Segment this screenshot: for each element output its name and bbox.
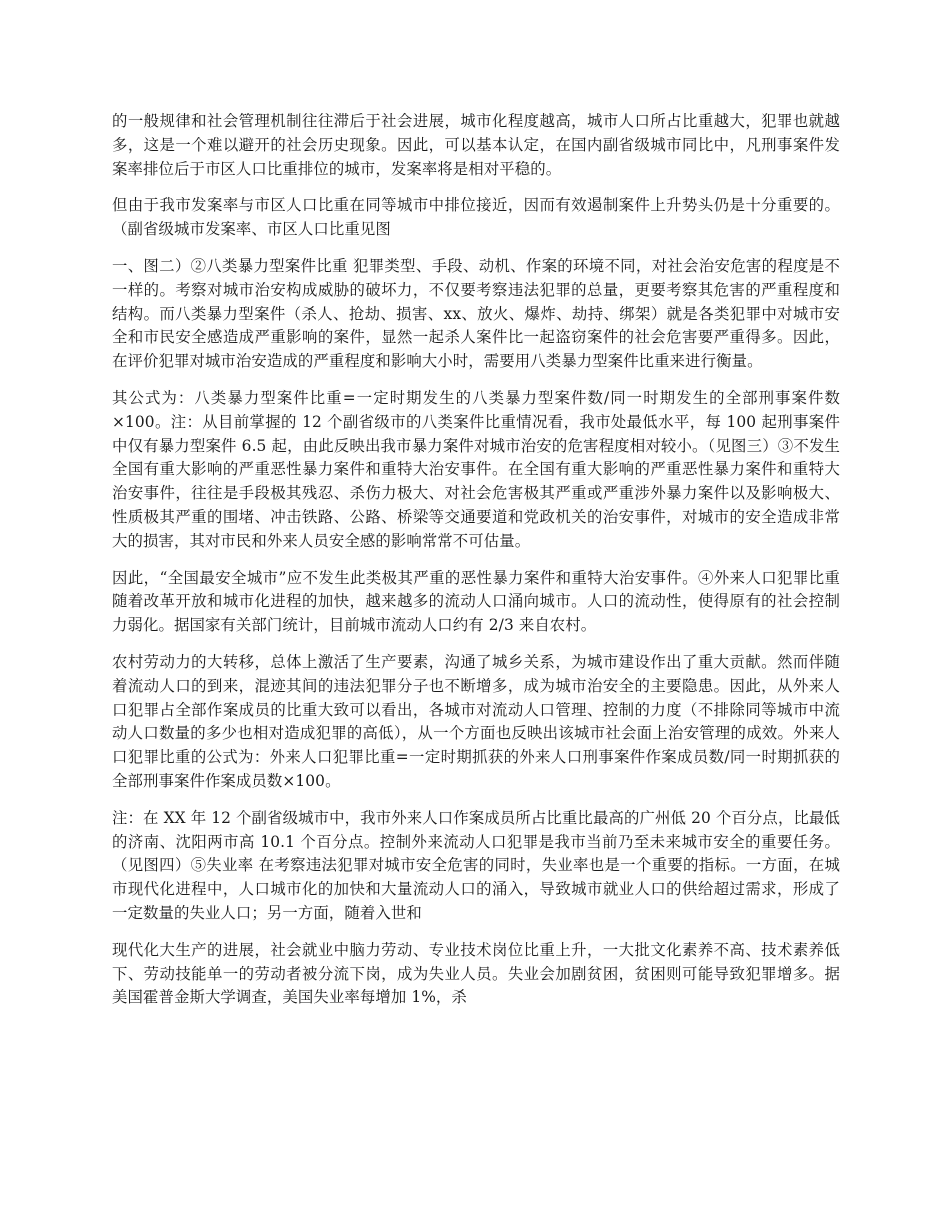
paragraph-8: 现代化大生产的进展，社会就业中脑力劳动、专业技术岗位比重上升，一大批文化素养不高、技术素养低下、劳动技能单一的劳动者被分流下岗，成为失业人员。失业会加剧贫困，贫困则可能导致犯罪增多。据美国霍普金斯大学调查，美国失业率每增加 1%，杀 (112, 940, 840, 1007)
paragraph-6: 农村劳动力的大转移，总体上激活了生产要素，沟通了城乡关系，为城市建设作出了重大贡献。然而伴随着流动人口的到来，混迹其间的违法犯罪分子也不断增多，成为城市治安全的主要隐患。因此，从外来人口犯罪占全部作案成员的比重大致可以看出，各城市对流动人口管理、控制的力度（不排除同等城市中流动人口数量的多少也相对造成犯罪的高低），从一个方面也反映出该城市社会面上治安管理的成效。外来人口犯罪比重的公式为：外来人口犯罪比重=一定时期抓获的外来人口刑事案件作案成员数/同一时期抓获的全部刑事案件作案成员数×100。 (112, 652, 840, 790)
paragraph-5: 因此，“全国最安全城市”应不发生此类极其严重的恶性暴力案件和重特大治安事件。④外来人口犯罪比重 随着改革开放和城市化进程的加快，越来越多的流动人口涌向城市。人口的流动性，使得原有的社会控制力弱化。据国家有关部门统计，目前城市流动人口约有 2/3 来自农村。 (112, 568, 840, 635)
paragraph-1: 的一般规律和社会管理机制往往滞后于社会进展，城市化程度越高，城市人口所占比重越大，犯罪也就越多，这是一个难以避开的社会历史现象。因此，可以基本认定，在国内副省级城市同比中，凡刑事案件发案率排位后于市区人口比重排位的城市，发案率将是相对平稳的。 (112, 112, 840, 178)
document-page (112, 110, 840, 1023)
paragraph-7: 注：在 XX 年 12 个副省级城市中，我市外来人口作案成员所占比重比最高的广州低 20 个百分点，比最低的济南、沈阳两市高 10.1 个百分点。控制外来流动人口犯罪是我市当前乃至未来城市安全的重要任务。（见图四）⑤失业率 在考察违法犯罪对城市安全危害的同时，失业率也是一个重要的指标。一方面，在城市现代化进程中，人口城市化的加快和大量流动人口的涌入，导致城市就业人口的供给超过需求，形成了一定数量的失业人口；另一方面，随着入世和 (112, 808, 840, 922)
paragraph-4: 其公式为：八类暴力型案件比重=一定时期发生的八类暴力型案件数/同一时期发生的全部刑事案件数×100。注：从目前掌握的 12 个副省级市的八类案件比重情况看，我市处最低水平，每 100 起刑事案件中仅有暴力型案件 6.5 起，由此反映出我市暴力案件对城市治安的危害程度相对较小。（见图三）③不发生全国有重大影响的严重恶性暴力案件和重特大治安事件。在全国有重大影响的严重恶性暴力案件和重特大治安事件，往往是手段极其残忍、杀伤力极大、对社会危害极其严重或严重涉外暴力案件以及影响极大、性质极其严重的围堵、冲击铁路、公路、桥梁等交通要道和党政机关的治安事件，对城市的安全造成非常大的损害，其对市民和外来人员安全感的影响常常不可估量。 (112, 388, 840, 550)
paragraph-2: 但由于我市发案率与市区人口比重在同等城市中排位接近，因而有效遏制案件上升势头仍是十分重要的。（副省级城市发案率、市区人口比重见图 (112, 196, 840, 239)
paragraph-3: 一、图二）②八类暴力型案件比重 犯罪类型、手段、动机、作案的环境不同，对社会治安危害的程度是不一样的。考察对城市治安构成威胁的破坏力，不仅要考察违法犯罪的总量，更要考察其危害的严重程度和结构。而八类暴力型案件（杀人、抢劫、损害、xx、放火、爆炸、劫持、绑架）就是各类犯罪中对城市安全和市民安全感造成严重影响的案件，显然一起杀人案件比一起盗窃案件的社会危害要严重得多。因此，在评价犯罪对城市治安造成的严重程度和影响大小时，需要用八类暴力型案件比重来进行衡量。 (112, 256, 840, 371)
